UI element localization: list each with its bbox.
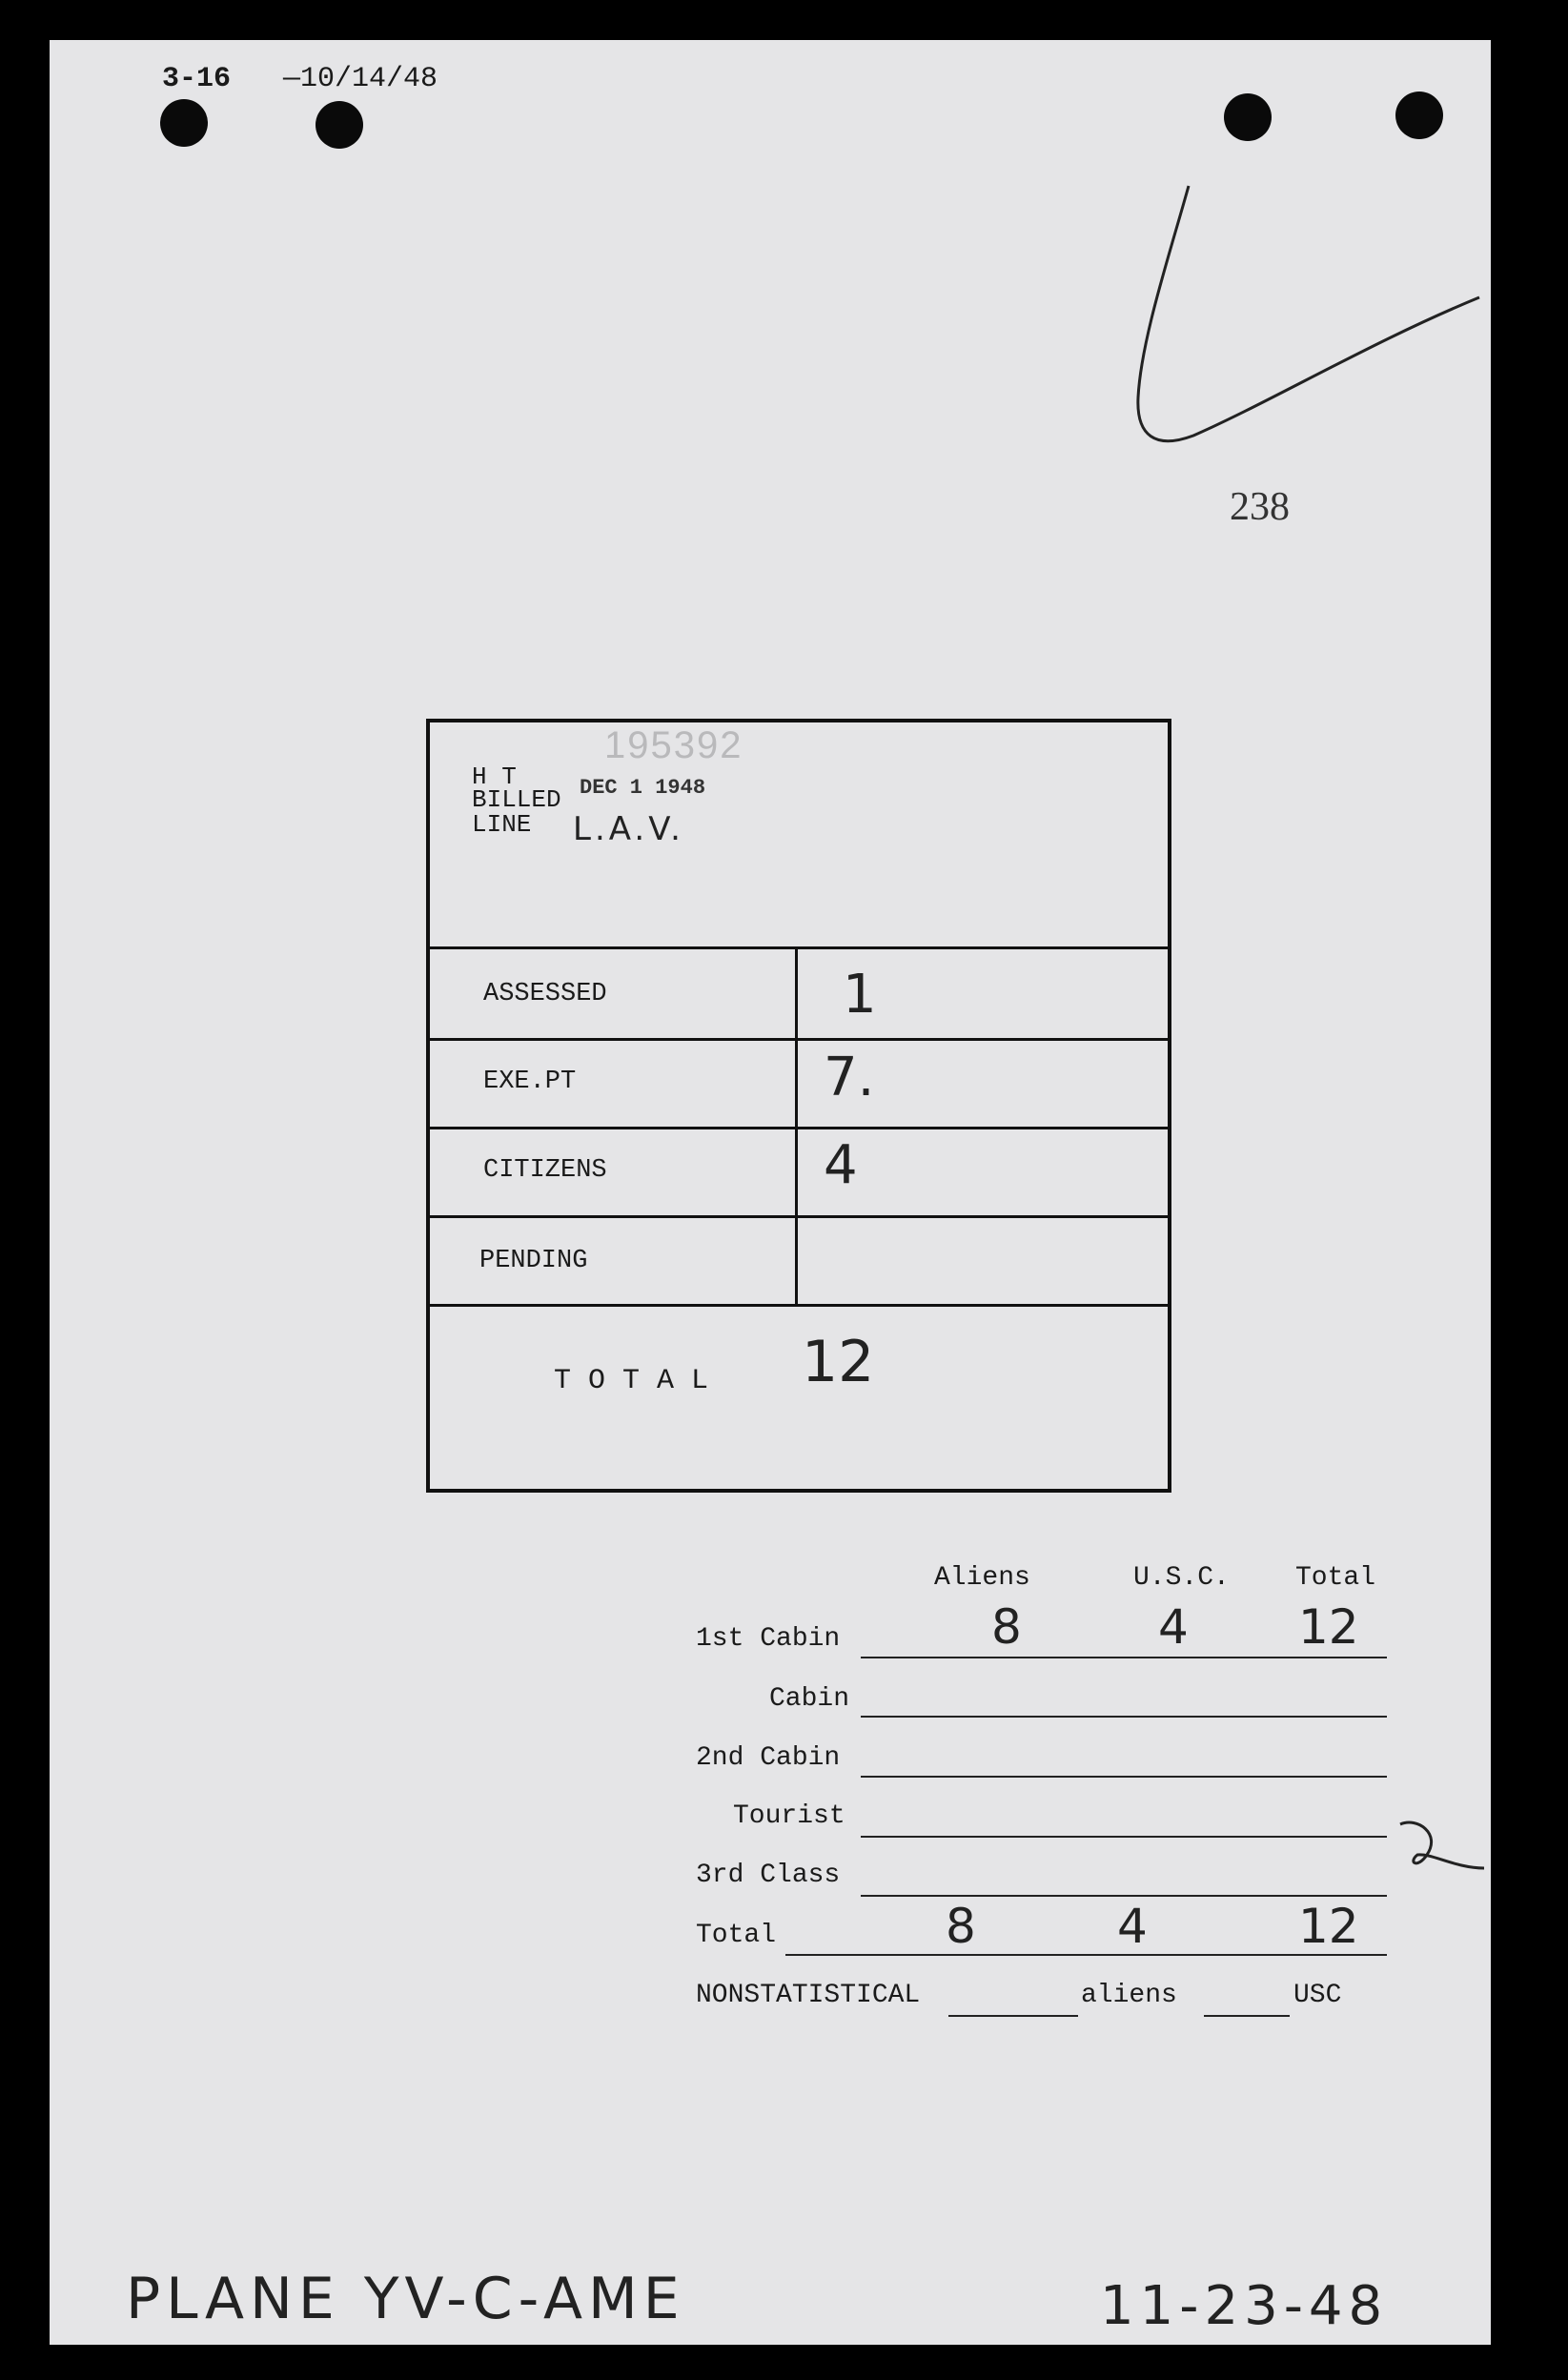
citizens-label: CITIZENS	[483, 1156, 607, 1185]
handwritten-date: 11-23-48	[1100, 2275, 1389, 2337]
billing-box	[426, 719, 1171, 1493]
stamp-number: 195392	[604, 724, 743, 766]
total-value: 12	[802, 1329, 875, 1395]
form-date: —10/14/48	[283, 63, 438, 95]
billed-date-stamp: DEC 1 1948	[580, 776, 706, 800]
col-usc-header: U.S.C.	[1133, 1563, 1230, 1593]
divider	[430, 946, 1170, 949]
pending-label: PENDING	[479, 1247, 588, 1275]
col-aliens-header: Aliens	[934, 1563, 1030, 1593]
assessed-value: 1	[843, 964, 877, 1026]
row-label-2nd-cabin: 2nd Cabin	[696, 1743, 841, 1773]
assessed-label: ASSESSED	[483, 980, 607, 1008]
circle-mark	[1389, 1817, 1494, 1883]
exempt-label: EXE.PT	[483, 1068, 577, 1096]
nonstat-aliens-label: aliens	[1081, 1981, 1177, 2010]
row-line	[861, 1776, 1387, 1778]
row-line	[861, 1836, 1387, 1838]
nonstat-line-usc	[1204, 2015, 1290, 2017]
ht-label: H T	[472, 763, 517, 791]
total-label: T O T A L	[554, 1365, 709, 1397]
divider	[430, 1038, 1170, 1041]
row-label-cabin: Cabin	[769, 1684, 850, 1714]
nonstat-usc-label: USC	[1293, 1981, 1342, 2010]
check-mark	[1060, 178, 1508, 474]
divider	[795, 946, 798, 1305]
divider	[430, 1215, 1170, 1218]
exempt-value: 7.	[824, 1047, 875, 1109]
punch-hole	[316, 101, 363, 149]
row-aliens-1st-cabin: 8	[991, 1599, 1022, 1655]
plane-id: PLANE YV-C-AME	[126, 2266, 685, 2332]
row-label-tourist: Tourist	[733, 1801, 845, 1831]
row-label-total: Total	[696, 1921, 777, 1950]
line-label: LINE	[472, 810, 532, 839]
citizens-value: 4	[824, 1134, 858, 1196]
row-line	[861, 1716, 1387, 1718]
punch-hole	[1224, 93, 1272, 141]
row-label-3rd-class: 3rd Class	[696, 1861, 841, 1890]
billed-label: BILLED	[472, 785, 561, 814]
row-usc-total: 4	[1117, 1899, 1148, 1954]
row-usc-1st-cabin: 4	[1158, 1599, 1189, 1655]
nonstat-line-aliens	[948, 2015, 1078, 2017]
row-line	[785, 1954, 1387, 1956]
divider	[430, 1304, 1170, 1307]
document-page	[50, 40, 1491, 2345]
divider	[430, 1127, 1170, 1129]
row-line	[861, 1657, 1387, 1658]
form-number: 3-16	[162, 63, 232, 95]
col-total-header: Total	[1295, 1563, 1376, 1593]
nonstat-label: NONSTATISTICAL	[696, 1981, 921, 2010]
punch-hole	[1395, 92, 1443, 139]
row-total-total: 12	[1298, 1899, 1359, 1954]
punch-hole	[160, 99, 208, 147]
row-aliens-total: 8	[946, 1899, 976, 1954]
row-total-1st-cabin: 12	[1298, 1599, 1359, 1655]
row-label-1st-cabin: 1st Cabin	[696, 1624, 841, 1654]
row-line	[861, 1895, 1387, 1897]
line-value: L.A.V.	[573, 810, 684, 848]
page-number: 238	[1230, 485, 1290, 529]
